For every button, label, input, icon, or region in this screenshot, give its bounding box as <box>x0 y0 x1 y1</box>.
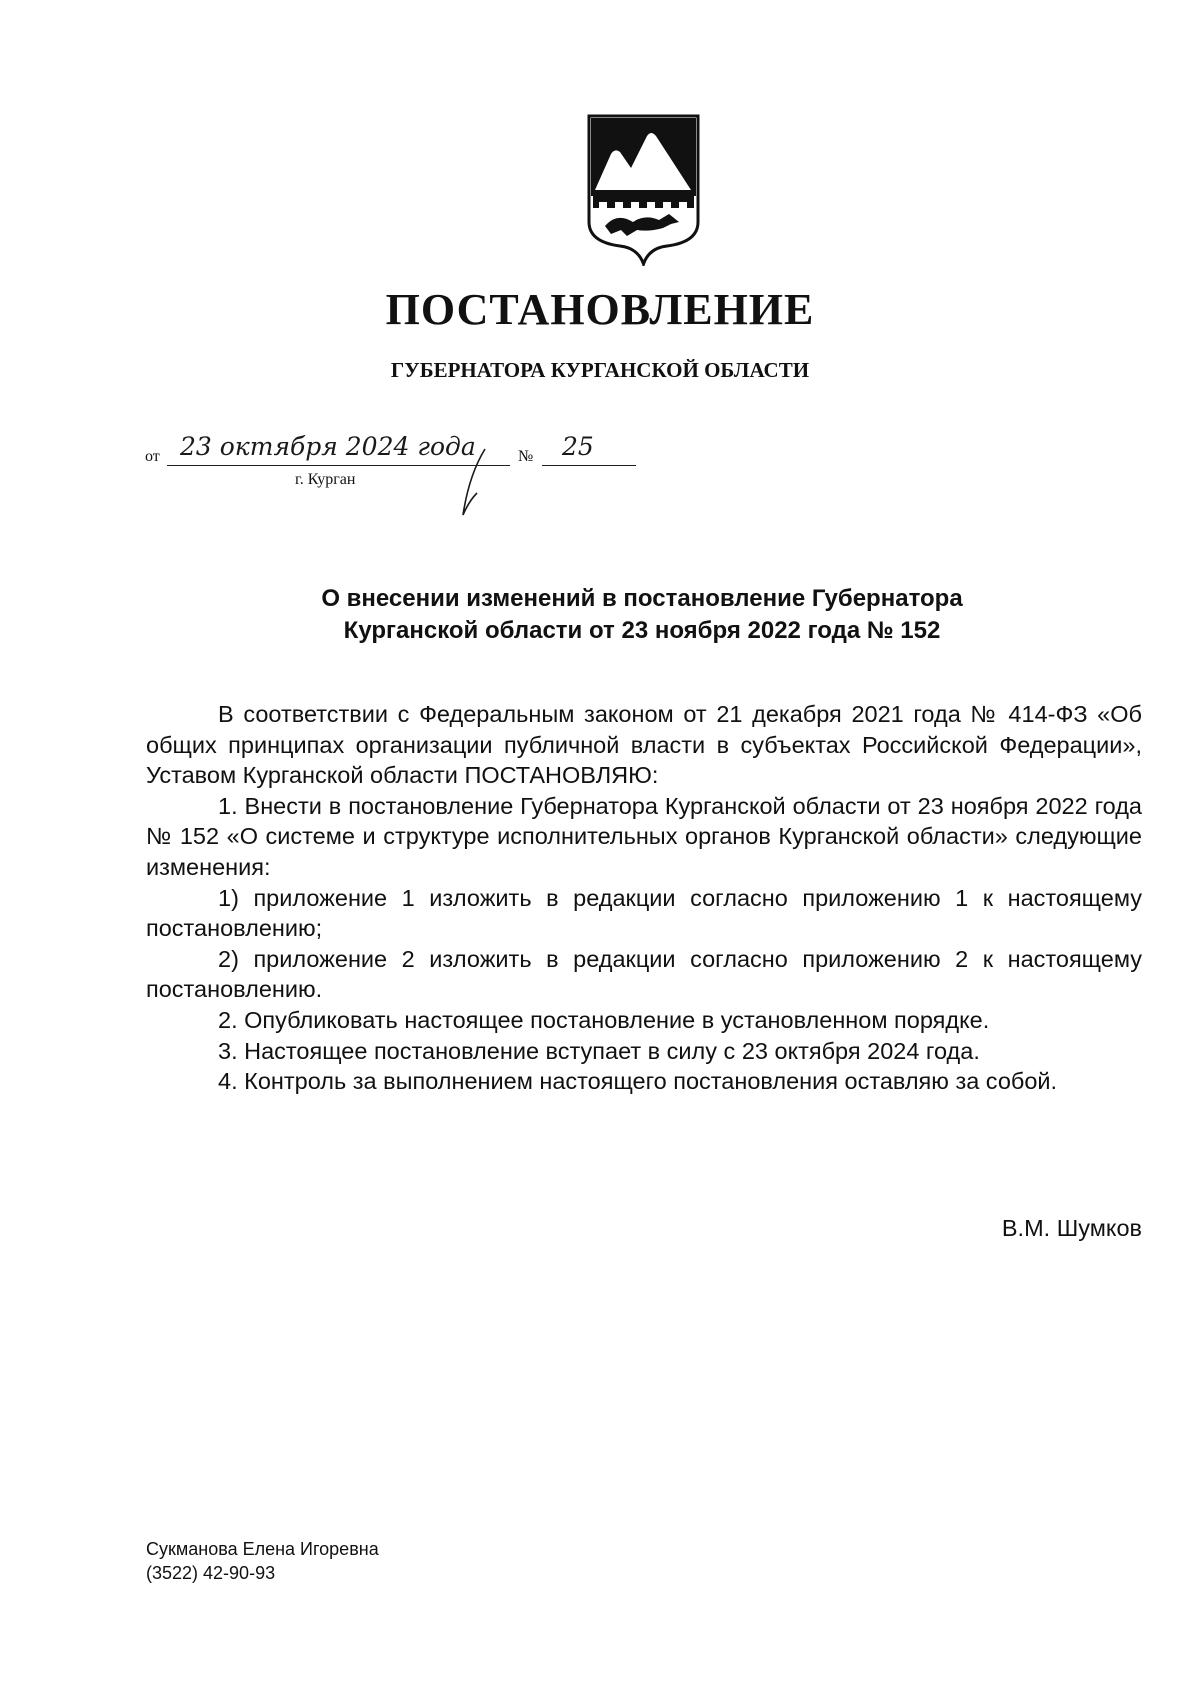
date-prefix: от <box>145 448 160 465</box>
coat-of-arms-icon <box>587 114 700 266</box>
document-heading-line-1: О внесении изменений в постановление Губернатора <box>321 585 963 612</box>
clause-1-item-1: 1) приложение 1 изложить в редакции согласно приложению 1 к настоящему постановлению; <box>146 884 1142 942</box>
clause-1-item-2: 2) приложение 2 изложить в редакции согласно приложению 2 к настоящему постановлению. <box>146 945 1142 1003</box>
handwritten-stroke <box>455 445 495 519</box>
number-label: № <box>518 448 534 465</box>
executor-name: Сукманова Елена Игоревна <box>146 1539 379 1559</box>
clause-3: 3. Настоящее постановление вступает в силу с 23 октября 2024 года. <box>218 1037 980 1064</box>
document-type-title: ПОСТАНОВЛЕНИЕ <box>385 285 815 334</box>
clause-1: 1. Внести в постановление Губернатора Курганской области от 23 ноября 2022 года № 152 «О системе и структуре исполнительных органов Курганской области» следующие изменения: <box>146 792 1142 880</box>
signatory-name: В.М. Шумков <box>1001 1215 1142 1241</box>
document-body <box>146 699 1142 1097</box>
executor-phone: (3522) 42-90-93 <box>146 1563 276 1583</box>
document-heading <box>0 583 1200 647</box>
number-underline <box>542 465 636 466</box>
preamble-paragraph: В соответствии с Федеральным законом от 21 декабря 2021 года № 414-ФЗ «Об общих принципах организации публичной власти в субъектах Российской Федерации», Уставом Курганской области ПОСТАНОВЛЯЮ: <box>146 701 1142 789</box>
handwritten-number: 25 <box>562 432 594 461</box>
clause-2: 2. Опубликовать настоящее постановление в установленном порядке. <box>218 1006 990 1033</box>
document-heading-line-2: Курганской области от 23 ноября 2022 года № 152 <box>343 617 941 644</box>
issuer-subtitle: ГУБЕРНАТОРА КУРГАНСКОЙ ОБЛАСТИ <box>390 358 810 382</box>
executor-block <box>146 1537 379 1585</box>
handwritten-date: 23 октября 2024 года <box>180 432 476 461</box>
clause-4: 4. Контроль за выполнением настоящего постановления оставляю за собой. <box>218 1068 1058 1095</box>
city-label: г. Курган <box>295 471 356 488</box>
